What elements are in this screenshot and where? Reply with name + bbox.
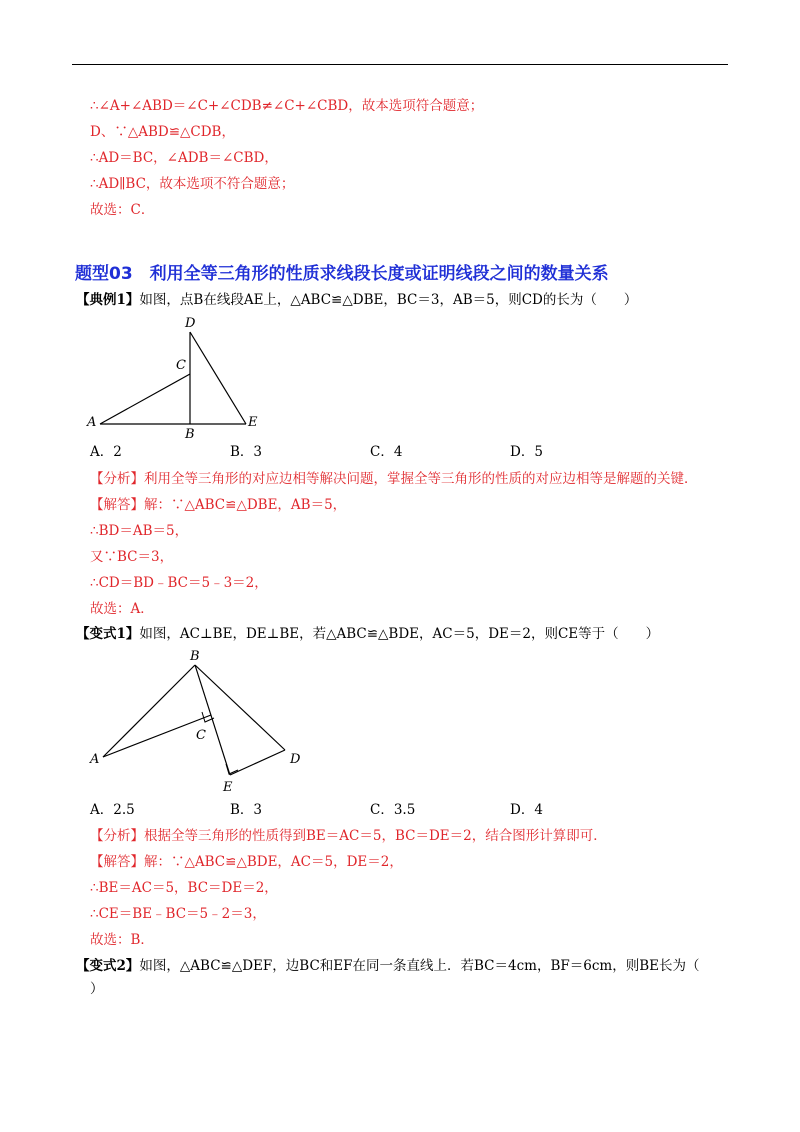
example1-solution-5: 故选：A． — [90, 601, 154, 617]
example1-label-d: D — [185, 316, 196, 331]
variant1-question — [76, 625, 659, 643]
example1-label-c: C — [176, 358, 186, 373]
variant1-analysis: 【分析】根据全等三角形的性质得到BE＝AC＝5，BC＝DE＝2，结合图形计算即可． — [90, 828, 607, 844]
variant1-options — [90, 801, 650, 819]
section-title: 题型03 利用全等三角形的性质求线段长度或证明线段之间的数量关系 — [75, 264, 609, 284]
example1-label-e: E — [248, 415, 258, 430]
variant1-label-e: E — [223, 780, 233, 795]
example1-solution-4: ∴CD＝BD﹣BC＝5﹣3＝2， — [90, 575, 268, 591]
example1-analysis: 【分析】利用全等三角形的对应边相等解决问题，掌握全等三角形的性质的对应边相等是解题的关键． — [90, 471, 698, 487]
variant2-question-line2: ） — [90, 981, 104, 997]
variant2-question-text: 如图，△ABC≌△DEF，边BC和EF在同一条直线上．若BC＝4cm，BF＝6cm，则BE长为（ — [139, 958, 700, 974]
top-solution-line-5: 故选：C． — [90, 202, 155, 218]
variant1-label-b: B — [190, 649, 200, 664]
example1-solution-1: 【解答】解：∵△ABC≌△DBE，AB＝5， — [90, 497, 347, 513]
variant2-tag: 【变式2】 — [76, 958, 140, 974]
variant1-solution-3: ∴CE＝BE﹣BC＝5﹣2＝3， — [90, 906, 266, 922]
variant1-option-b[interactable]: B．3 — [230, 802, 263, 818]
example1-option-a[interactable]: A．2 — [90, 444, 122, 460]
example1-figure — [80, 312, 280, 440]
example1-tag: 【典例1】 — [76, 292, 140, 308]
variant2-question — [76, 957, 699, 975]
example1-option-d[interactable]: D．5 — [510, 444, 543, 460]
variant1-figure — [85, 645, 315, 795]
top-solution-line-4: ∴AD∥BC，故本选项不符合题意； — [90, 176, 295, 192]
variant1-tag: 【变式1】 — [76, 626, 140, 642]
variant1-label-c: C — [196, 728, 206, 743]
variant1-label-d: D — [290, 752, 301, 767]
variant1-option-a[interactable]: A．2.5 — [90, 802, 135, 818]
header-rule — [72, 64, 728, 65]
top-solution-line-1: ∴∠A+∠ABD＝∠C+∠CDB≠∠C+∠CBD，故本选项符合题意； — [90, 98, 484, 114]
top-solution-line-2: D、∵△ABD≌△CDB， — [90, 124, 235, 140]
example1-solution-2: ∴BD＝AB＝5， — [90, 523, 189, 539]
variant1-option-d[interactable]: D．4 — [510, 802, 543, 818]
example1-solution-3: 又∵BC＝3， — [90, 549, 174, 565]
variant1-question-text: 如图，AC⊥BE，DE⊥BE，若△ABC≌△BDE，AC＝5，DE＝2，则CE等于（ ） — [139, 626, 660, 642]
example1-question — [76, 291, 637, 309]
variant1-solution-4: 故选：B． — [90, 932, 154, 948]
variant1-option-c[interactable]: C．3.5 — [370, 802, 416, 818]
example1-option-b[interactable]: B．3 — [230, 444, 263, 460]
top-solution-line-3: ∴AD＝BC，∠ADB＝∠CBD， — [90, 150, 278, 166]
variant1-label-a: A — [90, 752, 100, 767]
example1-question-text: 如图，点B在线段AE上，△ABC≌△DBE，BC＝3，AB＝5，则CD的长为（ ） — [139, 292, 638, 308]
example1-option-c[interactable]: C．4 — [370, 444, 403, 460]
example1-label-b: B — [185, 427, 195, 440]
example1-label-a: A — [87, 415, 97, 430]
variant1-solution-1: 【解答】解：∵△ABC≌△BDE，AC＝5，DE＝2， — [90, 854, 403, 870]
example1-options — [90, 443, 650, 461]
variant1-solution-2: ∴BE＝AC＝5，BC＝DE＝2， — [90, 880, 278, 896]
